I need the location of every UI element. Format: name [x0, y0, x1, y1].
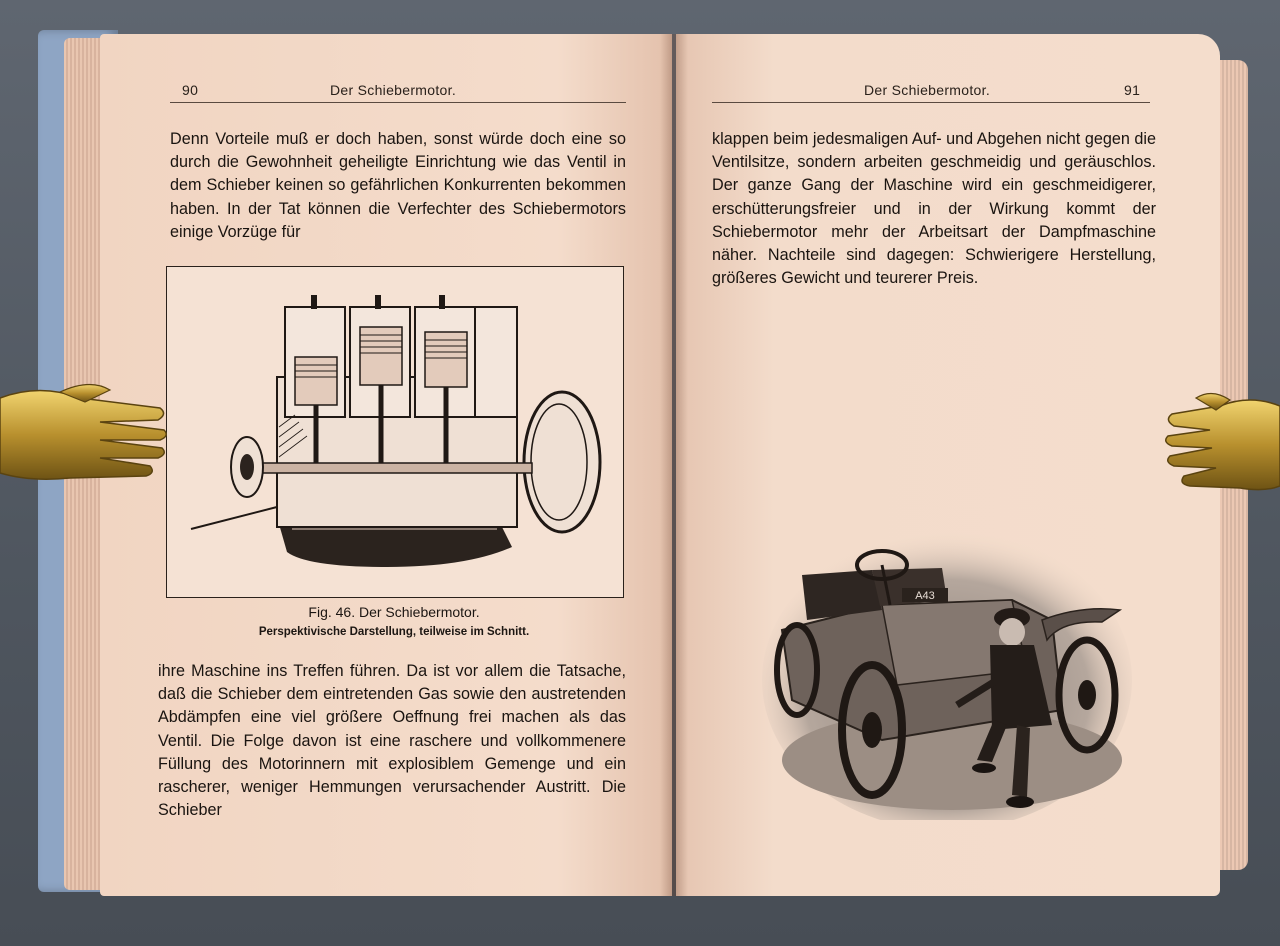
page-number-left: 90 [182, 82, 199, 98]
license-plate-text: A43 [915, 590, 935, 602]
header-rule-right [712, 102, 1150, 103]
brass-hand-left [0, 378, 170, 488]
right-paragraph: klappen beim jedesmaligen Auf- und Abgehen nicht gegen die Ventilsitze, sondern arbeiten geschmeidig und geräuschlos. Der ganze Gang der Maschine wird ein geschmeidigerer, erschütterungsfreier und in der Wirkung kommt der Schiebermotor mehr der Arbeitsart der Dampfmaschine näher. Nachteile sind dagegen: Schwierigere Herstellung, größeres Gewicht und teurerer Preis. [712, 130, 1156, 288]
left-bottom-paragraph: ihre Maschine ins Treffen führen. Da ist vor allem die Tatsache, daß die Schieber dem eintretenden Gas sowie den austretenden Abdämpfen eine viel größere Oeffnung frei machen als das Ventil. Die Folge davon ist eine raschere und vollkommenere Füllung des Motorinnern mit explosiblem Gemenge und ein rascherer, weniger Hemmungen verursachender Austritt. Die Schieber [158, 662, 626, 820]
car-photograph [762, 510, 1132, 820]
figure-subcaption: Perspektivische Darstellung, teilweise im Schnitt. [258, 626, 530, 638]
page-number-right: 91 [1124, 82, 1141, 98]
figure-caption: Fig. 46. Der Schiebermotor. [308, 604, 480, 620]
engine-figure [166, 266, 624, 598]
running-head-right: Der Schiebermotor. [864, 82, 991, 98]
right-page [676, 34, 1220, 896]
left-top-paragraph: Denn Vorteile muß er doch haben, sonst würde doch eine so durch die Gewohnheit geheiligte Einrichtung wie das Ventil in dem Schieber keinen so gefährlichen Konkurrenten bekommen haben. In der Tat können die Verfechter des Schiebermotors einige Vorzüge für [170, 130, 626, 241]
left-page [100, 34, 672, 896]
brass-hand-right [1160, 388, 1280, 498]
engine-cutaway-illustration [167, 267, 623, 597]
running-head-left: Der Schiebermotor. [330, 82, 457, 98]
header-rule-left [170, 102, 626, 103]
book-gutter [660, 34, 688, 896]
